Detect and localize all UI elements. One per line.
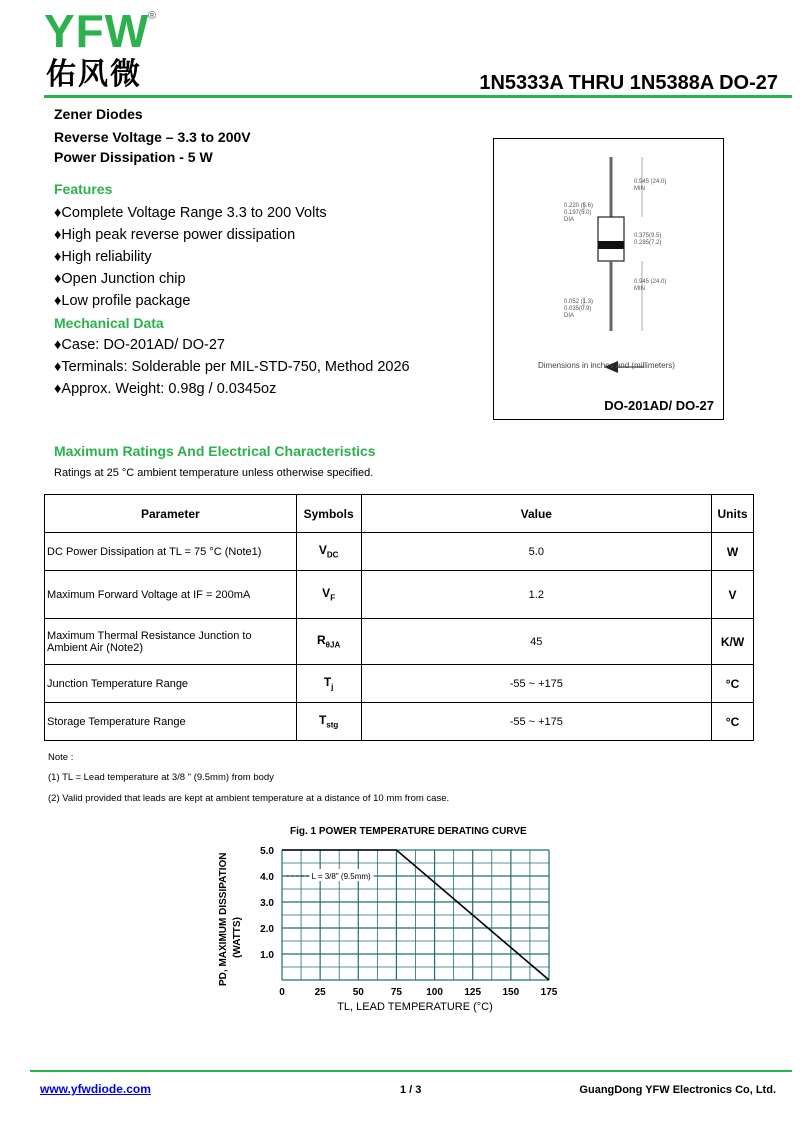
annotation-label: L = 3/8" (9.5mm) — [311, 872, 371, 881]
x-axis-label: TL, LEAD TEMPERATURE (°C) — [337, 1001, 493, 1013]
list-item: ♦High reliability — [54, 249, 152, 265]
chart-title: Fig. 1 POWER TEMPERATURE DERATING CURVE — [290, 826, 527, 837]
features-heading: Features — [54, 181, 113, 197]
unit-cell: °C — [712, 665, 754, 703]
document-title: 1N5333A THRU 1N5388A DO-27 — [479, 72, 778, 94]
ratings-heading: Maximum Ratings And Electrical Characteristics — [54, 443, 376, 459]
table-header-row — [45, 495, 754, 533]
header-divider — [44, 95, 792, 98]
symbol-cell: $R_{\theta JA}$ — [296, 619, 361, 665]
param-cell: Storage Temperature Range — [45, 703, 297, 741]
column-header: Parameter — [45, 495, 297, 533]
column-header: Value — [361, 495, 711, 533]
mechanical-heading: Mechanical Data — [54, 315, 164, 331]
table-row — [45, 703, 754, 741]
ratings-subheading: Ratings at 25 °C ambient temperature unless otherwise specified. — [54, 467, 374, 479]
cathode-band — [598, 241, 624, 249]
chart-ticks — [260, 846, 558, 998]
value-cell: -55 ~ +175 — [361, 703, 711, 741]
table-row — [45, 619, 754, 665]
param-cell: DC Power Dissipation at TL = 75 °C (Note1) — [45, 533, 297, 571]
company-name: GuangDong YFW Electronics Co, Ltd. — [579, 1084, 776, 1096]
reverse-voltage: Reverse Voltage – 3.3 to 200V — [54, 129, 251, 145]
package-drawing — [494, 139, 723, 419]
x-tick-label: 75 — [390, 987, 402, 998]
registered-mark: ® — [148, 10, 157, 22]
website-link[interactable]: www.yfwdiode.com — [40, 1082, 151, 1096]
value-cell: -55 ~ +175 — [361, 665, 711, 703]
dimension-lead-top: 0.945 (24.0) MIN — [634, 179, 667, 192]
dimension-body-length: 0.375(9.5) 0.285(7.2) — [634, 233, 662, 246]
value-cell: 5.0 — [361, 533, 711, 571]
ratings-table — [44, 494, 754, 741]
note-1: (1) TL = Lead temperature at 3/8 " (9.5mm) from body — [48, 772, 274, 783]
package-drawing-box — [493, 138, 724, 420]
x-tick-label: 175 — [540, 987, 558, 998]
note-2: (2) Valid provided that leads are kept at ambient temperature at a distance of 10 mm from case. — [48, 793, 450, 804]
list-item: ♦Low profile package — [54, 293, 191, 309]
symbol-cell: $V_F$ — [296, 571, 361, 619]
param-cell: Junction Temperature Range — [45, 665, 297, 703]
column-header: Symbols — [296, 495, 361, 533]
table-row — [45, 571, 754, 619]
unit-cell: W — [712, 533, 754, 571]
note-label: Note : — [48, 752, 74, 763]
y-tick-label: 4.0 — [260, 872, 274, 883]
list-item: ♦Complete Voltage Range 3.3 to 200 Volts — [54, 205, 327, 221]
x-tick-label: 25 — [314, 987, 326, 998]
product-type: Zener Diodes — [54, 106, 143, 122]
y-tick-label: 2.0 — [260, 924, 274, 935]
unit-cell: °C — [712, 703, 754, 741]
list-item: ♦High peak reverse power dissipation — [54, 227, 296, 243]
x-tick-label: 0 — [279, 987, 285, 998]
features-list — [54, 202, 327, 312]
x-tick-label: 125 — [464, 987, 482, 998]
y-axis-label: PD, MAXIMUM DISSIPATION — [218, 852, 229, 986]
unit-cell: V — [712, 571, 754, 619]
company-logo: YFW — [44, 5, 150, 57]
value-cell: 45 — [361, 619, 711, 665]
chart-annotation — [286, 869, 373, 881]
unit-cell: K/W — [712, 619, 754, 665]
param-cell: Maximum Forward Voltage at IF = 200mA — [45, 571, 297, 619]
value-cell: 1.2 — [361, 571, 711, 619]
page-number: 1 / 3 — [400, 1084, 422, 1096]
derating-chart — [200, 838, 580, 1023]
diode-body — [598, 217, 624, 261]
power-dissipation: Power Dissipation - 5 W — [54, 149, 213, 165]
dimension-note: Dimensions in inches and (millimeters) — [538, 361, 675, 370]
table-row — [45, 665, 754, 703]
dimension-body-dia: 0.220 (5.6) 0.197(5.0) DIA — [564, 203, 594, 223]
list-item: ♦Open Junction chip — [54, 271, 186, 287]
symbol-cell: $T_j$ — [296, 665, 361, 703]
x-tick-label: 100 — [426, 987, 443, 998]
y-tick-label: 1.0 — [260, 950, 274, 961]
list-item: ♦Approx. Weight: 0.98g / 0.0345oz — [54, 381, 277, 397]
footer-divider — [30, 1070, 792, 1072]
mechanical-list — [54, 334, 410, 400]
package-caption: DO-201AD/ DO-27 — [604, 398, 714, 413]
company-logo-chinese: 佑风微 — [46, 57, 142, 92]
x-tick-label: 150 — [502, 987, 520, 998]
column-header: Units — [712, 495, 754, 533]
y-tick-label: 5.0 — [260, 846, 274, 857]
param-cell: Maximum Thermal Resistance Junction to Ambient Air (Note2) — [45, 619, 297, 665]
table-row — [45, 533, 754, 571]
symbol-cell: $V_{DC}$ — [296, 533, 361, 571]
y-axis-label-units: (WATTS) — [232, 917, 243, 958]
y-tick-label: 3.0 — [260, 898, 274, 909]
x-tick-label: 50 — [352, 987, 364, 998]
list-item: ♦Terminals: Solderable per MIL-STD-750, Method 2026 — [54, 359, 410, 375]
dimension-lead-bottom: 0.945 (24.0) MIN — [634, 279, 667, 292]
list-item: ♦Case: DO-201AD/ DO-27 — [54, 337, 225, 353]
symbol-cell: $T_{stg}$ — [296, 703, 361, 741]
dimension-lead-dia: 0.052 (1.3) 0.035(0.9) DIA — [564, 299, 594, 319]
